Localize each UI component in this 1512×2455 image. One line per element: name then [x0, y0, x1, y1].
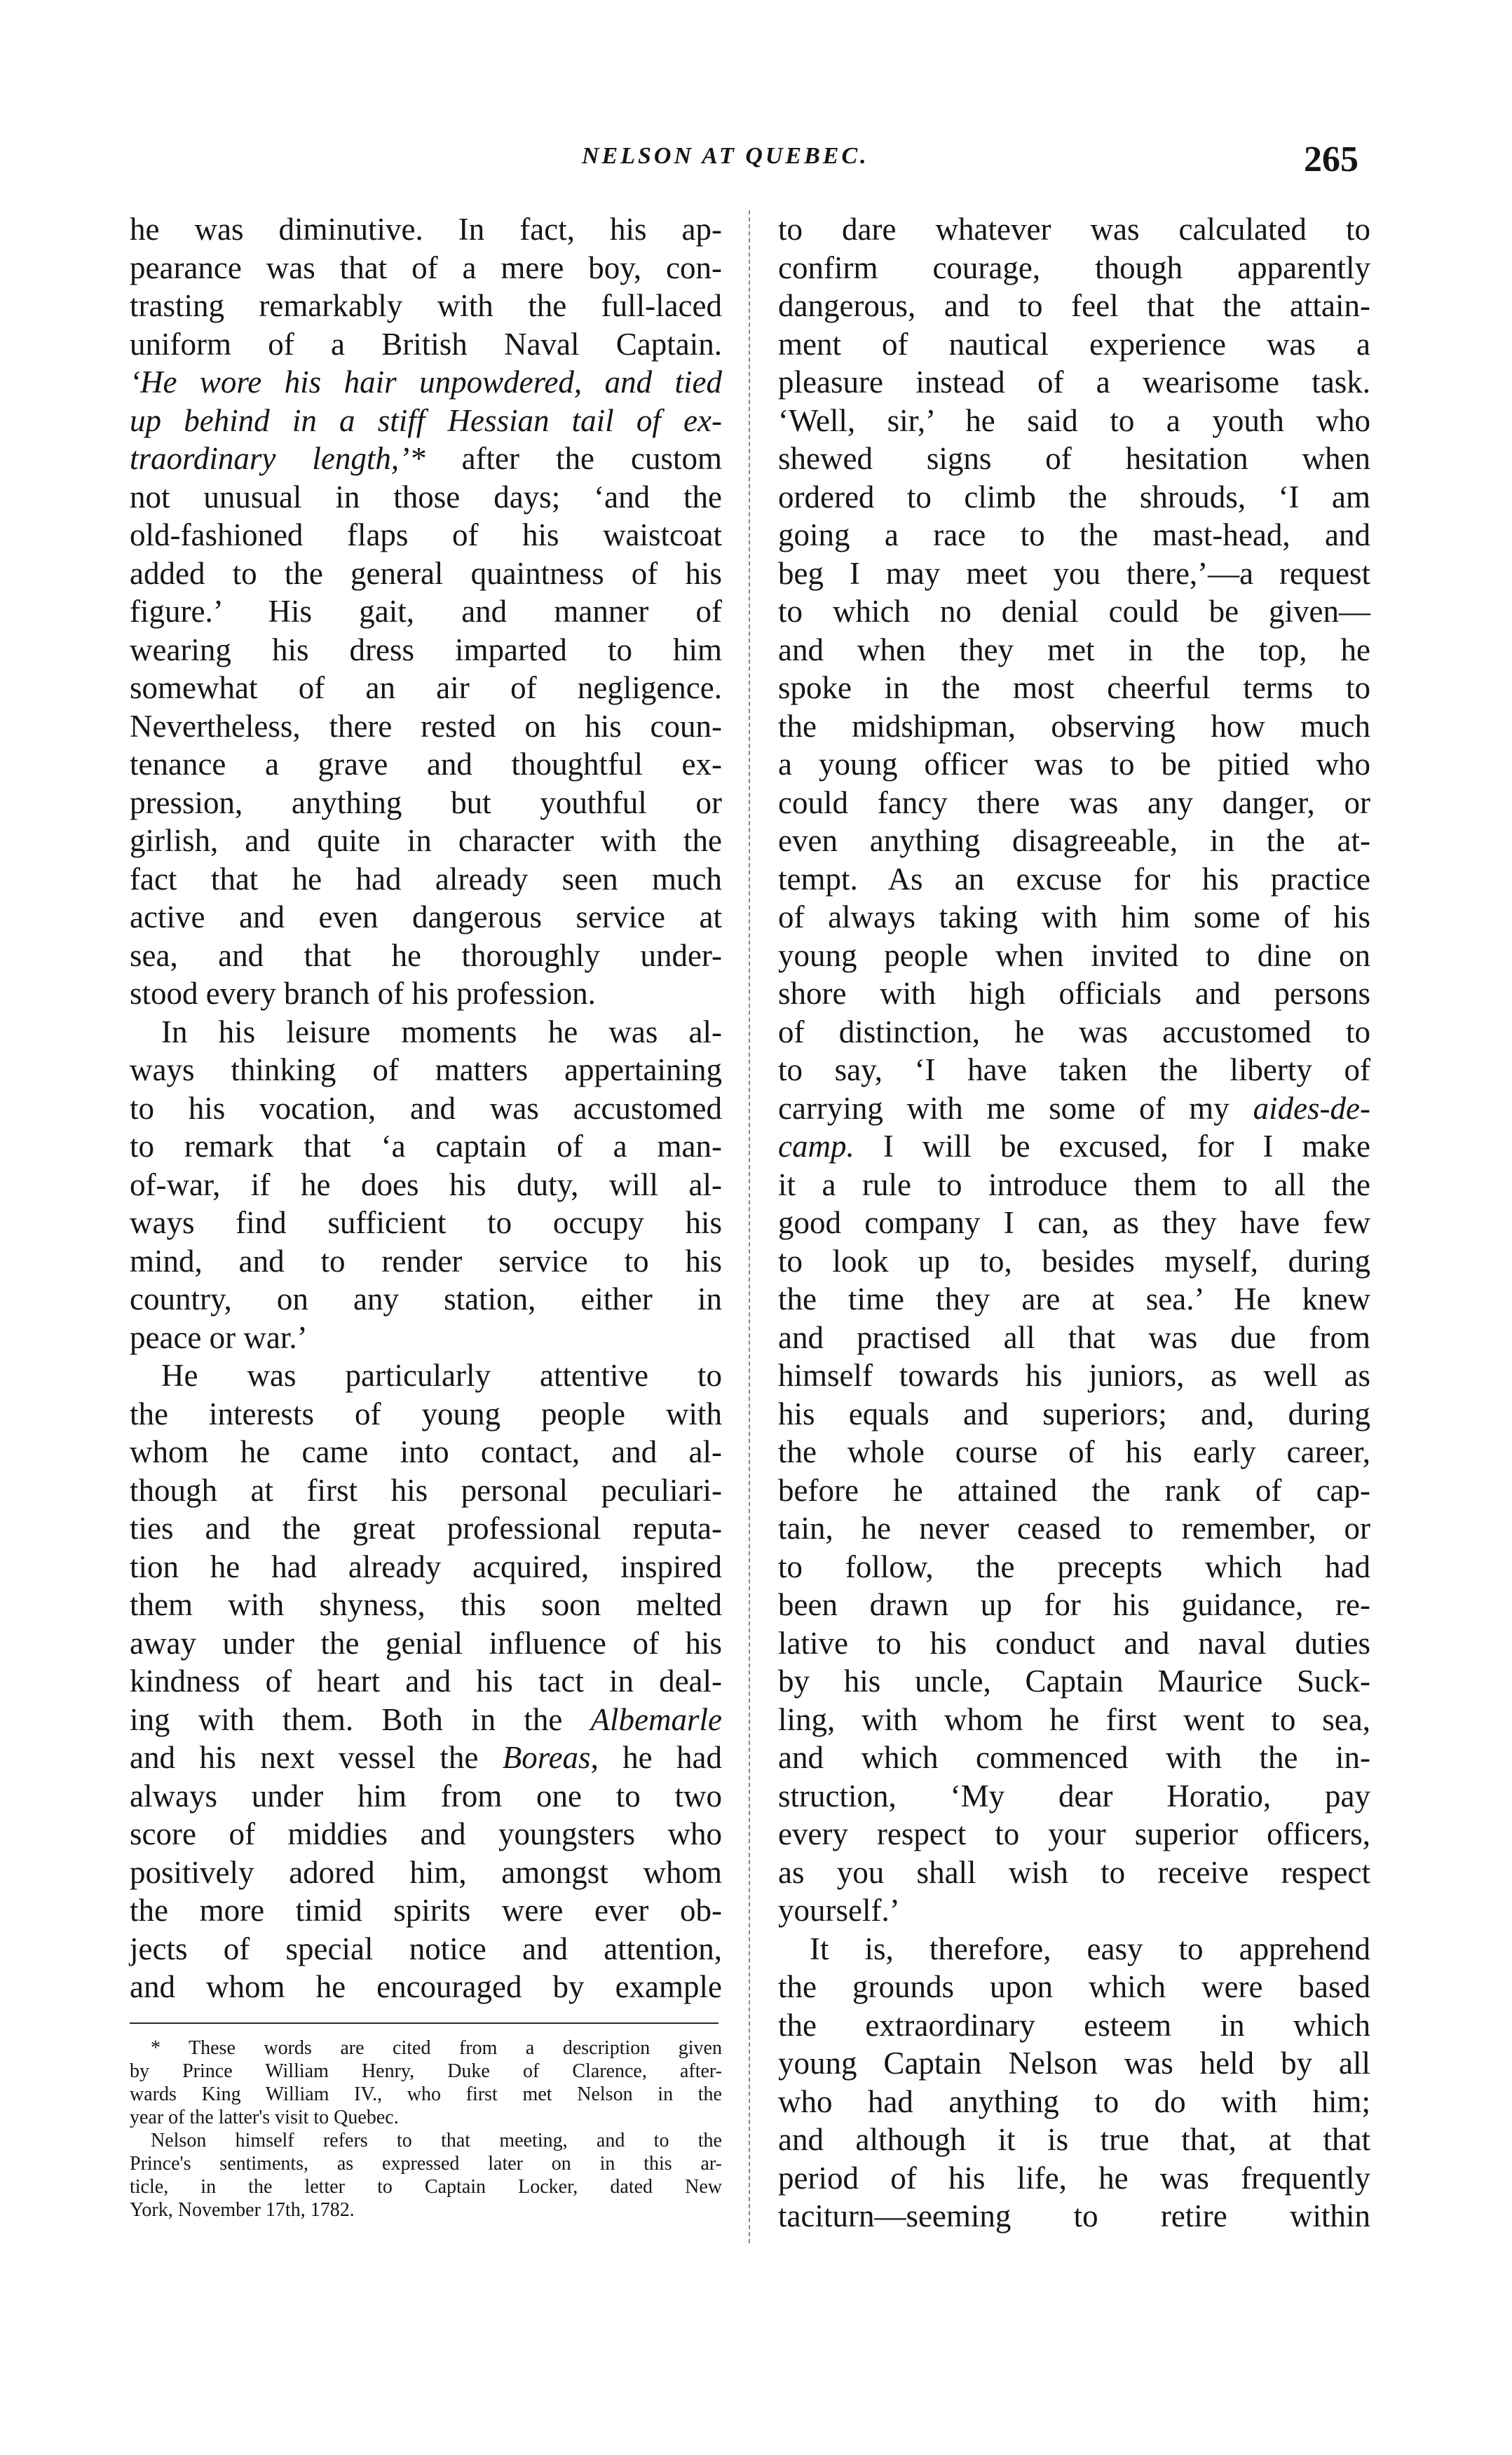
text-line: to look up to, besides myself, during — [778, 1243, 1370, 1279]
footnote-line: Prince's sentiments, as expressed later on in this ar- — [130, 2153, 722, 2175]
text-line: tain, he never ceased to remember, or — [778, 1511, 1370, 1546]
text-line: who had anything to do with him; — [778, 2083, 1370, 2119]
right-column — [778, 210, 1370, 2236]
text-line: the time they are at sea.’ He knew — [778, 1281, 1370, 1317]
page-number: 265 — [1304, 140, 1358, 179]
text-line: the extraordinary esteem in which — [778, 2007, 1370, 2043]
text-line: mind, and to render service to his — [130, 1243, 722, 1279]
text-line: pression, anything but youthful or — [130, 784, 722, 820]
text-line: could fancy there was any danger, or — [778, 784, 1370, 820]
text-line: In his leisure moments he was al- — [161, 1014, 722, 1049]
text-line: shore with high officials and persons — [778, 976, 1370, 1011]
text-line: added to the general quaintness of his — [130, 555, 722, 591]
text-line: spoke in the most cheerful terms to — [778, 670, 1370, 705]
text-line: positively adored him, amongst whom — [130, 1854, 722, 1890]
text-line: to say, ‘I have taken the liberty of — [778, 1052, 1370, 1087]
text-line: it a rule to introduce them to all the — [778, 1167, 1370, 1202]
text-line: It is, therefore, easy to apprehend — [810, 1931, 1370, 1966]
text-line: going a race to the mast-head, and — [778, 517, 1370, 552]
text-line: uniform of a British Naval Captain. — [130, 326, 722, 362]
text-line: the whole course of his early career, — [778, 1434, 1370, 1469]
text-line: the more timid spirits were ever ob- — [130, 1893, 722, 1928]
footnote-line: York, November 17th, 1782. — [130, 2199, 355, 2221]
text-line: yourself.’ — [778, 1893, 900, 1928]
text-line: carrying with me some of my aides-de- — [778, 1090, 1370, 1126]
footnote-line: Nelson himself refers to that meeting, and to the — [151, 2130, 722, 2151]
text-line: camp. I will be excused, for I make — [778, 1129, 1370, 1164]
text-line: of distinction, he was accustomed to — [778, 1014, 1370, 1049]
text-line: trasting remarkably with the full-laced — [130, 288, 722, 323]
text-line: ‘He wore his hair unpowdered, and tied — [130, 365, 722, 400]
running-title: NELSON AT QUEBEC. — [582, 143, 869, 169]
text-line: the midshipman, observing how much — [778, 708, 1370, 744]
text-line: to dare whatever was calculated to — [778, 212, 1370, 247]
text-line: tion he had already acquired, inspired — [130, 1549, 722, 1584]
text-line: kindness of heart and his tact in deal- — [130, 1664, 722, 1699]
text-line: before he attained the rank of cap- — [778, 1472, 1370, 1508]
text-line: of always taking with him some of his — [778, 899, 1370, 934]
text-line: beg I may meet you there,’—a request — [778, 555, 1370, 591]
text-line: fact that he had already seen much — [130, 861, 722, 897]
text-line: he was diminutive. In fact, his ap- — [130, 212, 722, 247]
text-line: somewhat of an air of negligence. — [130, 670, 722, 705]
text-line: as you shall wish to receive respect — [778, 1854, 1370, 1890]
left-column — [130, 210, 722, 2006]
text-line: jects of special notice and attention, — [130, 1931, 722, 1966]
text-line: Nevertheless, there rested on his coun- — [130, 708, 722, 744]
text-line: ways find sufficient to occupy his — [130, 1205, 722, 1240]
text-line: period of his life, he was frequently — [778, 2160, 1370, 2196]
text-line: and his next vessel the Boreas, he had — [130, 1740, 722, 1775]
text-line: young people when invited to dine on — [778, 937, 1370, 973]
text-line: ordered to climb the shrouds, ‘I am — [778, 479, 1370, 515]
text-line: peace or war.’ — [130, 1319, 308, 1355]
text-line: to which no denial could be given— — [778, 594, 1370, 629]
text-line: country, on any station, either in — [130, 1281, 722, 1317]
text-line: dangerous, and to feel that the attain- — [778, 288, 1370, 323]
text-line: every respect to your superior officers, — [778, 1816, 1370, 1851]
text-line: not unusual in those days; ‘and the — [130, 479, 722, 515]
text-line: stood every branch of his profession. — [130, 976, 596, 1011]
footnote-line: * These words are cited from a description given — [151, 2037, 722, 2059]
text-line: them with shyness, this soon melted — [130, 1587, 722, 1622]
text-line: to follow, the precepts which had — [778, 1549, 1370, 1584]
text-line: ways thinking of matters appertaining — [130, 1052, 722, 1087]
footnote-line: by Prince William Henry, Duke of Clarence, after- — [130, 2060, 722, 2082]
text-line: young Captain Nelson was held by all — [778, 2046, 1370, 2081]
text-line: taciturn—seeming to retire within — [778, 2198, 1370, 2233]
text-line: by his uncle, Captain Maurice Suck- — [778, 1664, 1370, 1699]
footnote-line: year of the latter's visit to Quebec. — [130, 2107, 399, 2128]
text-line: of-war, if he does his duty, will al- — [130, 1167, 722, 1202]
text-line: to remark that ‘a captain of a man- — [130, 1129, 722, 1164]
footnotes — [130, 2036, 722, 2222]
footnote-line: ticle, in the letter to Captain Locker, dated New — [130, 2176, 722, 2198]
text-line: a young officer was to be pitied who — [778, 747, 1370, 782]
text-line: and whom he encouraged by example — [130, 1969, 722, 2004]
text-line: always under him from one to two — [130, 1778, 722, 1814]
text-line: old-fashioned flaps of his waistcoat — [130, 517, 722, 552]
text-line: even anything disagreeable, in the at- — [778, 823, 1370, 858]
text-line: and although it is true that, at that — [778, 2122, 1370, 2157]
footnote-line: wards King William IV., who first met Nelson in the — [130, 2083, 722, 2105]
text-line: tempt. As an excuse for his practice — [778, 861, 1370, 897]
text-line: lative to his conduct and naval duties — [778, 1625, 1370, 1661]
text-line: confirm courage, though apparently — [778, 250, 1370, 285]
text-line: girlish, and quite in character with the — [130, 823, 722, 858]
text-line: active and even dangerous service at — [130, 899, 722, 934]
text-line: ‘Well, sir,’ he said to a youth who — [778, 402, 1370, 438]
text-line: to his vocation, and was accustomed — [130, 1090, 722, 1126]
text-line: the interests of young people with — [130, 1396, 722, 1431]
text-line: ment of nautical experience was a — [778, 326, 1370, 362]
text-line: struction, ‘My dear Horatio, pay — [778, 1778, 1370, 1814]
text-line: traordinary length,’* after the custom — [130, 441, 722, 476]
text-line: up behind in a stiff Hessian tail of ex- — [130, 402, 722, 438]
running-head — [0, 140, 1512, 185]
text-line: He was particularly attentive to — [161, 1358, 722, 1393]
text-line: score of middies and youngsters who — [130, 1816, 722, 1851]
text-line: tenance a grave and thoughtful ex- — [130, 747, 722, 782]
text-line: wearing his dress imparted to him — [130, 632, 722, 667]
text-line: whom he came into contact, and al- — [130, 1434, 722, 1469]
text-line: good company I can, as they have few — [778, 1205, 1370, 1240]
text-line: and which commenced with the in- — [778, 1740, 1370, 1775]
text-line: and practised all that was due from — [778, 1319, 1370, 1355]
text-line: and when they met in the top, he — [778, 632, 1370, 667]
text-line: his equals and superiors; and, during — [778, 1396, 1370, 1431]
text-line: ing with them. Both in the Albemarle — [130, 1701, 722, 1737]
text-line: pleasure instead of a wearisome task. — [778, 365, 1370, 400]
text-line: sea, and that he thoroughly under- — [130, 937, 722, 973]
text-line: the grounds upon which were based — [778, 1969, 1370, 2004]
text-line: ties and the great professional reputa- — [130, 1511, 722, 1546]
text-line: away under the genial influence of his — [130, 1625, 722, 1661]
text-line: figure.’ His gait, and manner of — [130, 594, 722, 629]
text-line: pearance was that of a mere boy, con- — [130, 250, 722, 285]
text-line: ling, with whom he first went to sea, — [778, 1701, 1370, 1737]
column-divider — [749, 210, 750, 2243]
footnote-rule — [130, 2022, 718, 2024]
text-line: been drawn up for his guidance, re- — [778, 1587, 1370, 1622]
text-line: shewed signs of hesitation when — [778, 441, 1370, 476]
text-line: himself towards his juniors, as well as — [778, 1358, 1370, 1393]
text-line: though at first his personal peculiari- — [130, 1472, 722, 1508]
